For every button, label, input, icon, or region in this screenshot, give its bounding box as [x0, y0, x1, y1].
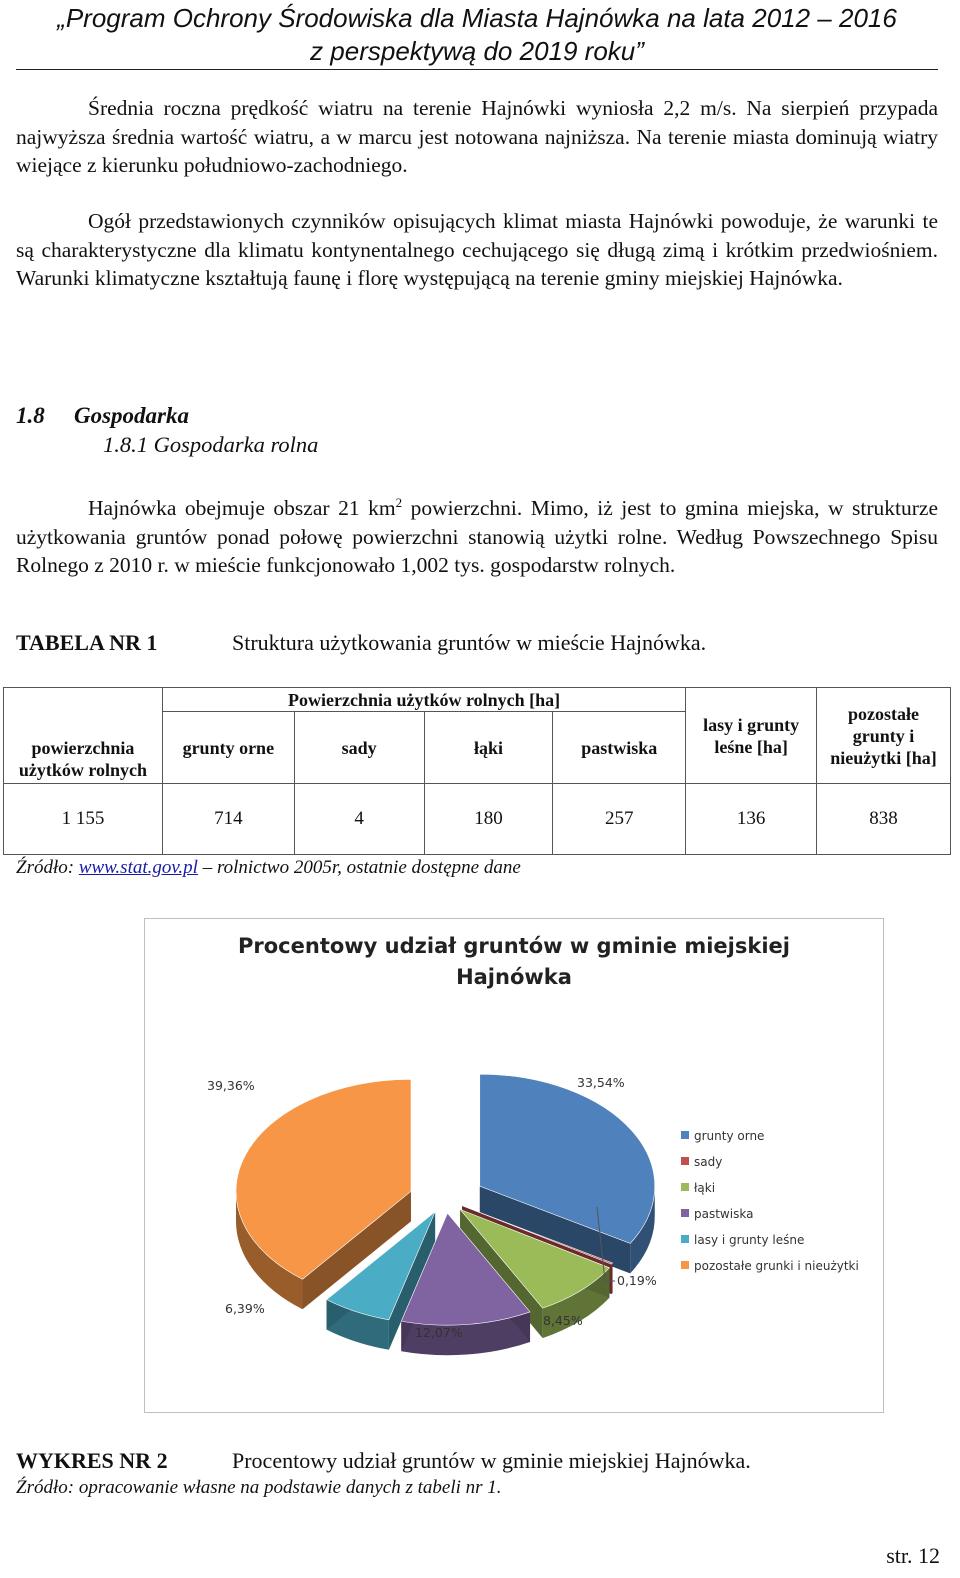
legend-item — [681, 1205, 859, 1231]
cell-other: 838 — [817, 784, 951, 855]
legend-swatch — [681, 1131, 689, 1139]
data-label-1: 33,54% — [577, 1075, 625, 1090]
chart-legend — [681, 1127, 859, 1283]
data-label-4: 12,07% — [415, 1325, 463, 1340]
col-header-total: powierzchnia użytków rolnych — [4, 688, 163, 784]
legend-label: łąki — [694, 1181, 716, 1195]
table-label: TABELA NR 1 — [16, 630, 158, 655]
paragraph-wind: Średnia roczna prędkość wiatru na terenie Hajnówki wyniosła 2,2 m/s. Na sierpień przypada najwyższa średnia wartość wiatru, a w marcu jest notowana najniższa. Na terenie miasta dominują wiatry wiejące z kierunku południowo-zachodniego. — [16, 96, 938, 177]
agri-superscript: 2 — [395, 495, 403, 510]
legend-swatch — [681, 1183, 689, 1191]
legend-swatch — [681, 1235, 689, 1243]
chart-title-line-1: Procentowy udział gruntów w gminie miejskiej — [238, 934, 790, 958]
legend-label: lasy i grunty leśne — [694, 1233, 805, 1247]
data-label-6: 39,36% — [207, 1078, 255, 1093]
data-label-5: 6,39% — [225, 1301, 265, 1316]
figure-title — [16, 1448, 938, 1474]
cell-orchards: 4 — [294, 784, 424, 855]
section-heading — [16, 403, 189, 429]
agri-text-2: powierzchni. Mimo, iż jest to gmina miejska, w strukturze użytkowania gruntów ponad połowę powierzchni stanowią użytki rolne. Według Powszechnego Spisu Rolnego z 2010 r. w mieście funkcjonowało 1,002 tys. gospodarstw rolnych. — [16, 496, 939, 578]
table-source-suffix: – rolnictwo 2005r, ostatnie dostępne dane — [197, 857, 521, 878]
col-header-other: pozostałe grunty i nieużytki [ha] — [817, 688, 951, 784]
pie-slice-6 — [236, 1079, 411, 1279]
legend-swatch — [681, 1209, 689, 1217]
legend-label: pastwiska — [694, 1207, 754, 1221]
figure-source: Źródło: opracowanie własne na podstawie danych z tabeli nr 1. — [16, 1477, 502, 1498]
legend-swatch — [681, 1157, 689, 1165]
data-label-2: 0,19% — [617, 1273, 657, 1288]
subsection-heading: 1.8.1 Gospodarka rolna — [103, 432, 319, 457]
table-caption: Struktura użytkowania gruntów w mieście Hajnówka. — [232, 630, 707, 655]
data-label-3: 8,45% — [543, 1313, 583, 1328]
col-header-orchards: sady — [294, 712, 424, 784]
col-header-pastures: pastwiska — [553, 712, 686, 784]
legend-label: sady — [694, 1155, 723, 1169]
cell-pastures: 257 — [553, 784, 686, 855]
legend-item — [681, 1153, 859, 1179]
table-source — [16, 857, 521, 879]
pie-chart — [144, 918, 884, 1413]
col-header-meadows: łąki — [424, 712, 553, 784]
legend-item — [681, 1231, 859, 1257]
section-number: 1.8 — [16, 403, 45, 428]
paragraph-climate: Ogół przedstawionych czynników opisujących klimat miasta Hajnówki powoduje, że warunki te są charakterystyczne dla klimatu kontynentalnego cechującego się długą zimą i krótkim przedwiośniem. Warunki klimatyczne kształtują faunę i florę występującą na terenie gminy miejskiej Hajnówka. — [16, 209, 938, 290]
header-rule — [16, 69, 938, 70]
table-row — [4, 784, 951, 855]
figure-caption: Procentowy udział gruntów w gminie miejskiej Hajnówka. — [232, 1448, 751, 1473]
legend-swatch — [681, 1261, 689, 1269]
source-link[interactable]: www.stat.gov.pl — [78, 857, 198, 878]
col-header-forest: lasy i grunty leśne [ha] — [686, 688, 817, 784]
cell-meadows: 180 — [424, 784, 553, 855]
col-group-header: Powierzchnia użytków rolnych [ha] — [162, 688, 685, 712]
page-number: str. 12 — [886, 1543, 940, 1568]
document-header — [16, 2, 938, 68]
legend-item — [681, 1127, 859, 1153]
cell-total: 1 155 — [4, 784, 163, 855]
section-title: Gospodarka — [74, 403, 190, 428]
legend-item — [681, 1179, 859, 1205]
figure-label: WYKRES NR 2 — [16, 1448, 168, 1473]
paragraph-agriculture — [16, 489, 938, 580]
land-use-table — [3, 687, 951, 855]
agri-text-1: Hajnówka obejmuje obszar 21 km — [88, 496, 396, 521]
table-title — [16, 630, 938, 656]
legend-item — [681, 1257, 859, 1283]
cell-arable: 714 — [162, 784, 294, 855]
col-header-arable: grunty orne — [162, 712, 294, 784]
cell-forest: 136 — [686, 784, 817, 855]
header-line-2: z perspektywą do 2019 roku” — [310, 36, 644, 66]
header-line-1: „Program Ochrony Środowiska dla Miasta Hajnówka na lata 2012 – 2016 — [57, 3, 897, 33]
chart-title-line-2: Hajnówka — [456, 965, 572, 989]
table-source-prefix: Źródło: — [16, 857, 79, 878]
legend-label: grunty orne — [694, 1129, 765, 1143]
legend-label: pozostałe grunki i nieużytki — [694, 1259, 859, 1273]
